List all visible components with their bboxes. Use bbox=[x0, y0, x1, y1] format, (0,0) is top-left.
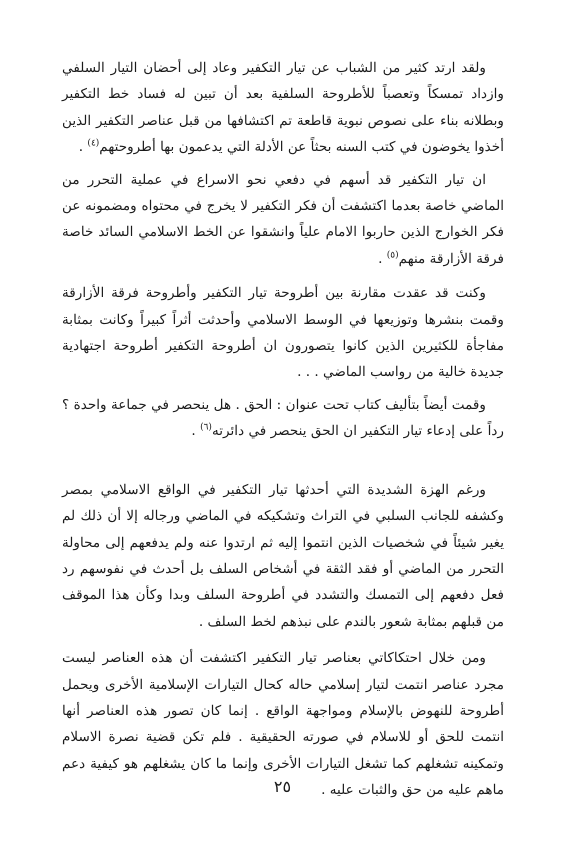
paragraph-text: وقمت أيضاً بتأليف كتاب تحت عنوان : الحق . هل ينحصر في جماعة واحدة ؟ رداً على إدعاء تيار التكفير ان الحق ينحصر في دائرته bbox=[62, 396, 504, 440]
page-number: ٢٥ bbox=[273, 777, 292, 796]
paragraph-4 bbox=[62, 392, 504, 445]
paragraph-text: ورغم الهزة الشديدة التي أحدثها تيار التكفير في الواقع الاسلامي بمصر وكشفه للجانب السلبي في التراث وتشكيكه في الماضي ورجاله إلا أن ذلك لم يغير شيئاً في شخصيات الذين انتموا إليه ثم ارتدوا عنه ولم يدفعهم إلى محاولة التحرر من الماضي أو فقد الثقة في أشخاص السلف بل أحدث في نفوسهم رد فعل دفعهم إلى التمسك والتشدد في أطروحة السلف وبدا وكأن هذا الموقف من قبلهم بمثابة شعور بالندم على نبذهم لخط السلف . bbox=[62, 481, 504, 630]
paragraph-text: ان تيار التكفير قد أسهم في دفعي نحو الاسراع في عملية التحرر من الماضي خاصة بعدما اكتشفت أن فكر التكفير لا يخرج في محتواه ومضمونه عن فكر الخوارج الذين حاربوا الامام علياً وانشقوا عن الخط الاسلامي السائد خاصة فرقة الأزارقة منهم bbox=[62, 171, 504, 267]
footnote-marker: (٦) bbox=[200, 422, 212, 433]
paragraph-tail: . bbox=[191, 423, 201, 440]
paragraph-text: وكنت قد عقدت مقارنة بين أطروحة تيار التكفير وأطروحة فرقة الأزارقة وقمت بنشرها وتوزيعها في الوسط الاسلامي وأحدثت أثراً كبيراً وكانت بمثابة مفاجأة للكثيرين الذين كانوا يتصورون ان أطروحة التكفير أطروحة اجتهادية جديدة خالية من رواسب الماضي . . . bbox=[62, 285, 504, 381]
paragraph-5 bbox=[62, 477, 504, 635]
paragraph-tail: . bbox=[78, 139, 88, 156]
paragraph-tail: . bbox=[378, 250, 387, 267]
paragraph-2 bbox=[62, 167, 504, 273]
paragraph-text: ولقد ارتد كثير من الشباب عن تيار التكفير وعاد إلى أحضان التيار السلفي وازداد تمسكاً وتعصباً للأطروحة السلفية بعد أن تبين له فساد خط التكفير وبطلانه بناء على نصوص نبوية قاطعة تم اكتشافها من قبل عناصر التكفير الذين أخذوا يخوضون في كتب السنه بحثاً عن الأدلة التي يدعمون بها أطروحتهم bbox=[62, 60, 504, 156]
paragraph-1 bbox=[62, 55, 504, 161]
footnote-marker: (٤) bbox=[87, 138, 100, 149]
paragraph-text: ومن خلال احتكاكاتي بعناصر تيار التكفير اكتشفت أن هذه العناصر ليست مجرد عناصر انتمت لتيار إسلامي حاله كحال التيارات الإسلامية الأخرى ويحمل أطروحة للنهوض بالإسلام ومواجهة الواقع . إنما كان تصور هذه العناصر أنها انتمت للحق أو للاسلام في صورته الحقيقية . فلم تكن قضية نصرة الاسلام وتمكينه تشغلهم كما تشغل التيارات الأخرى وإنما ما كان يشغلهم هو كيفية دعم ماهم عليه من حق والثبات عليه . bbox=[62, 650, 504, 799]
page-body bbox=[62, 55, 504, 804]
footnote-marker: (٥) bbox=[386, 250, 399, 261]
paragraph-3 bbox=[62, 280, 504, 386]
